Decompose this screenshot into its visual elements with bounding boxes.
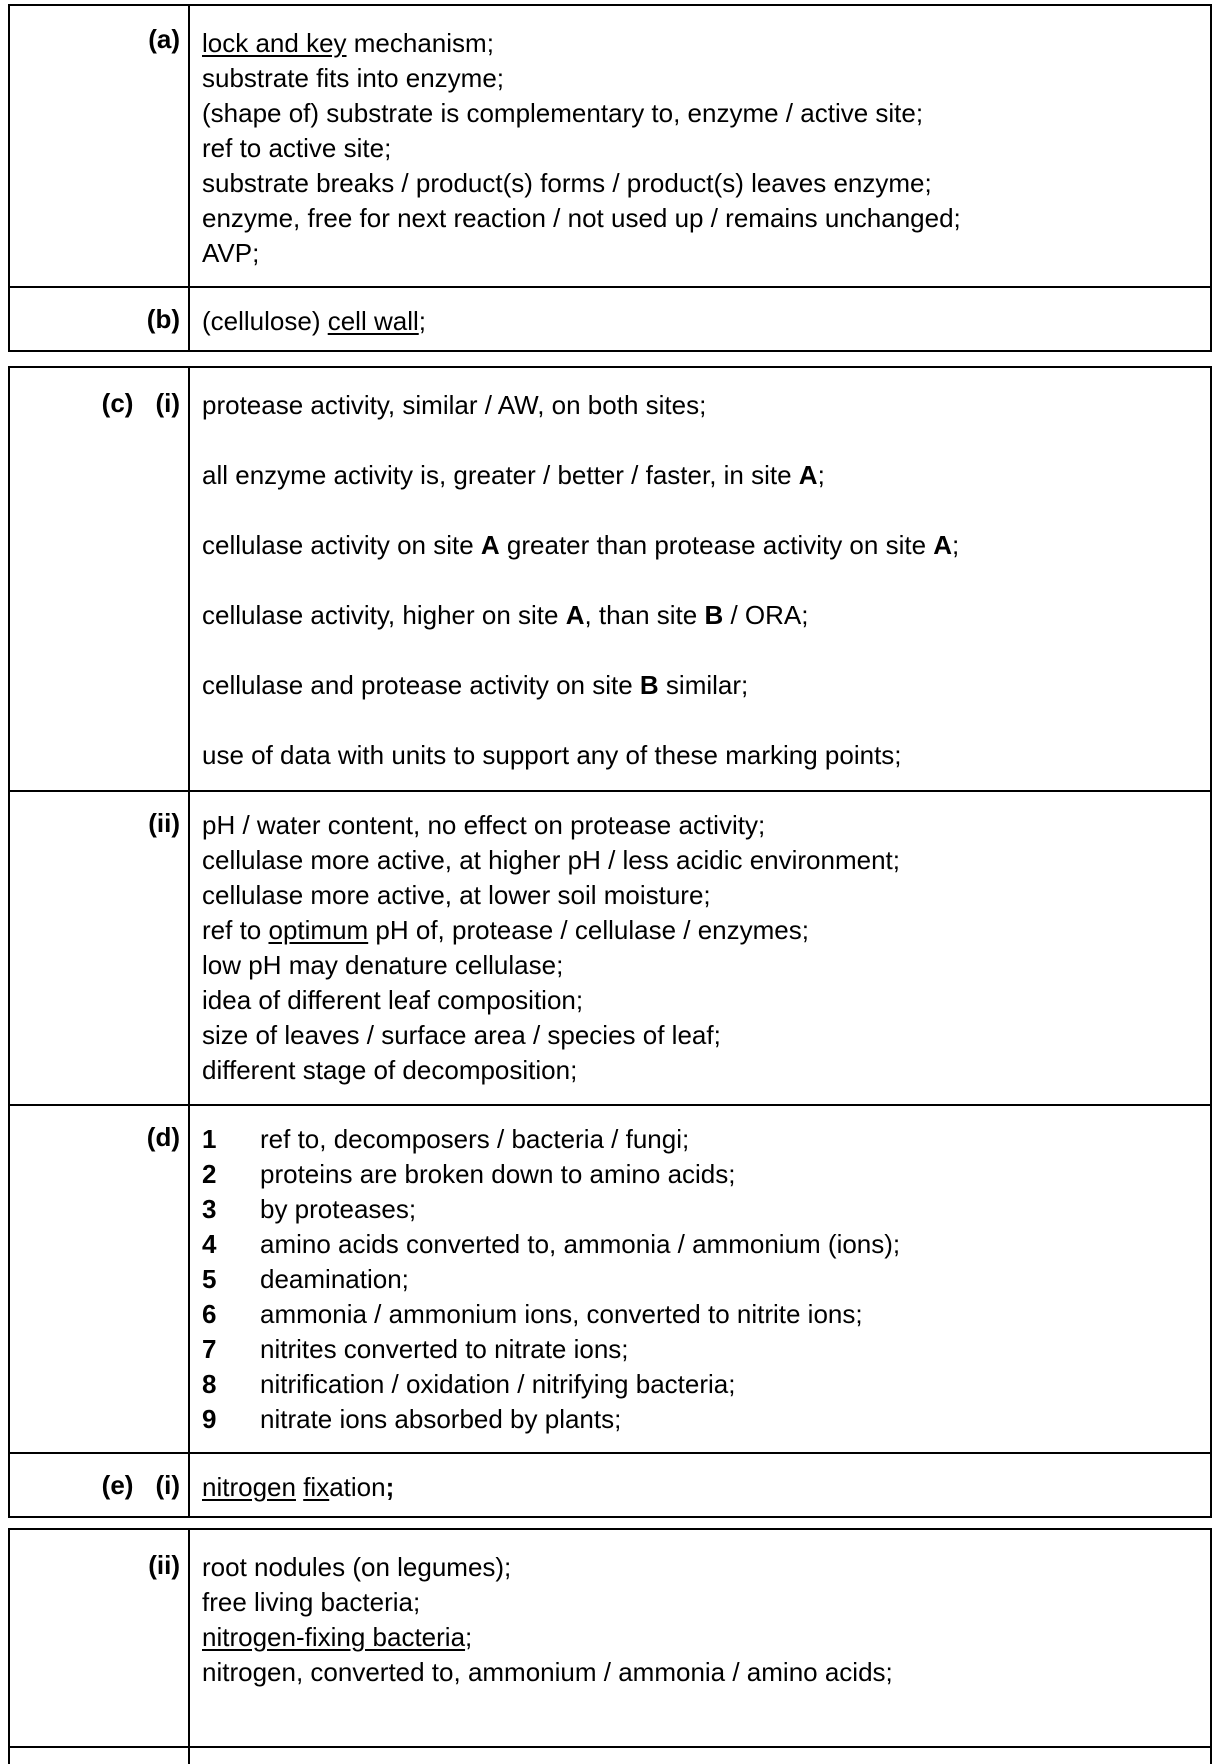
row-a <box>8 6 1212 286</box>
list-item: 9 nitrate ions absorbed by plants; <box>202 1404 622 1434</box>
answer-line: cellulase activity on site A greater than protease activity on site A; <box>202 530 960 560</box>
answer-line: nitrogen-fixing bacteria; <box>202 1622 473 1652</box>
list-item: 4 amino acids converted to, ammonia / ammonium (ions); <box>202 1229 901 1259</box>
row-c-ii <box>8 790 1212 1104</box>
answer-line: cellulase more active, at lower soil moisture; <box>202 880 711 910</box>
list-item: 6 ammonia / ammonium ions, converted to nitrite ions; <box>202 1299 863 1329</box>
answer-line: nitrogen fixation; <box>202 1472 395 1502</box>
answer-line: AVP; <box>202 238 260 268</box>
answer-d <box>202 1122 1192 1437</box>
answer-b <box>202 304 1192 339</box>
bottom-rule <box>8 1746 1212 1748</box>
mark-scheme-table-3 <box>8 1528 1212 1764</box>
answer-line: (cellulose) cell wall; <box>202 306 426 336</box>
answer-line: cellulase activity, higher on site A, than site B / ORA; <box>202 600 809 630</box>
answer-c-ii <box>202 808 1192 1088</box>
answer-line: idea of different leaf composition; <box>202 985 584 1015</box>
part-label-b: (b) <box>146 304 180 334</box>
answer-line: use of data with units to support any of these marking points; <box>202 740 902 770</box>
answer-c-i <box>202 388 1192 808</box>
part-label-e-i: (e) (i) <box>101 1470 180 1500</box>
row-b <box>8 286 1212 352</box>
answer-line: cellulase more active, at higher pH / less acidic environment; <box>202 845 900 875</box>
row-e-ii <box>8 1530 1212 1746</box>
list-item: 2 proteins are broken down to amino acids; <box>202 1159 736 1189</box>
answer-line: ref to active site; <box>202 133 392 163</box>
part-label-e-ii: (ii) <box>148 1550 180 1580</box>
part-label-c-ii: (ii) <box>148 808 180 838</box>
mark-scheme-table-2 <box>8 366 1212 1518</box>
list-item: 1 ref to, decomposers / bacteria / fungi; <box>202 1124 690 1154</box>
answer-line: ref to optimum pH of, protease / cellulase / enzymes; <box>202 915 809 945</box>
answer-line: lock and key mechanism; <box>202 28 494 58</box>
answer-line: size of leaves / surface area / species of leaf; <box>202 1020 721 1050</box>
part-label-a: (a) <box>148 24 180 54</box>
list-item: 5 deamination; <box>202 1264 409 1294</box>
answer-e-ii <box>202 1550 1192 1690</box>
answer-line: cellulase and protease activity on site B similar; <box>202 670 749 700</box>
mark-scheme-table-1 <box>8 4 1212 352</box>
answer-line: substrate breaks / product(s) forms / product(s) leaves enzyme; <box>202 168 932 198</box>
answer-line: free living bacteria; <box>202 1587 421 1617</box>
answer-line: pH / water content, no effect on protease activity; <box>202 810 766 840</box>
answer-line: substrate fits into enzyme; <box>202 63 505 93</box>
answer-line: nitrogen, converted to, ammonium / ammonia / amino acids; <box>202 1657 893 1687</box>
row-e-i <box>8 1452 1212 1518</box>
answer-a <box>202 26 1192 271</box>
answer-line: root nodules (on legumes); <box>202 1552 512 1582</box>
list-item: 7 nitrites converted to nitrate ions; <box>202 1334 629 1364</box>
answer-line: different stage of decomposition; <box>202 1055 578 1085</box>
answer-e-i <box>202 1470 1192 1505</box>
list-item: 8 nitrification / oxidation / nitrifying bacteria; <box>202 1369 736 1399</box>
answer-line: all enzyme activity is, greater / better / faster, in site A; <box>202 460 825 490</box>
answer-line: low pH may denature cellulase; <box>202 950 564 980</box>
answer-line: enzyme, free for next reaction / not used up / remains unchanged; <box>202 203 961 233</box>
answer-line: protease activity, similar / AW, on both sites; <box>202 390 707 420</box>
part-label-c-i: (c) (i) <box>101 388 180 418</box>
list-item: 3 by proteases; <box>202 1194 417 1224</box>
row-d <box>8 1104 1212 1452</box>
answer-line: (shape of) substrate is complementary to, enzyme / active site; <box>202 98 924 128</box>
part-label-d: (d) <box>146 1122 180 1152</box>
row-c-i <box>8 368 1212 790</box>
